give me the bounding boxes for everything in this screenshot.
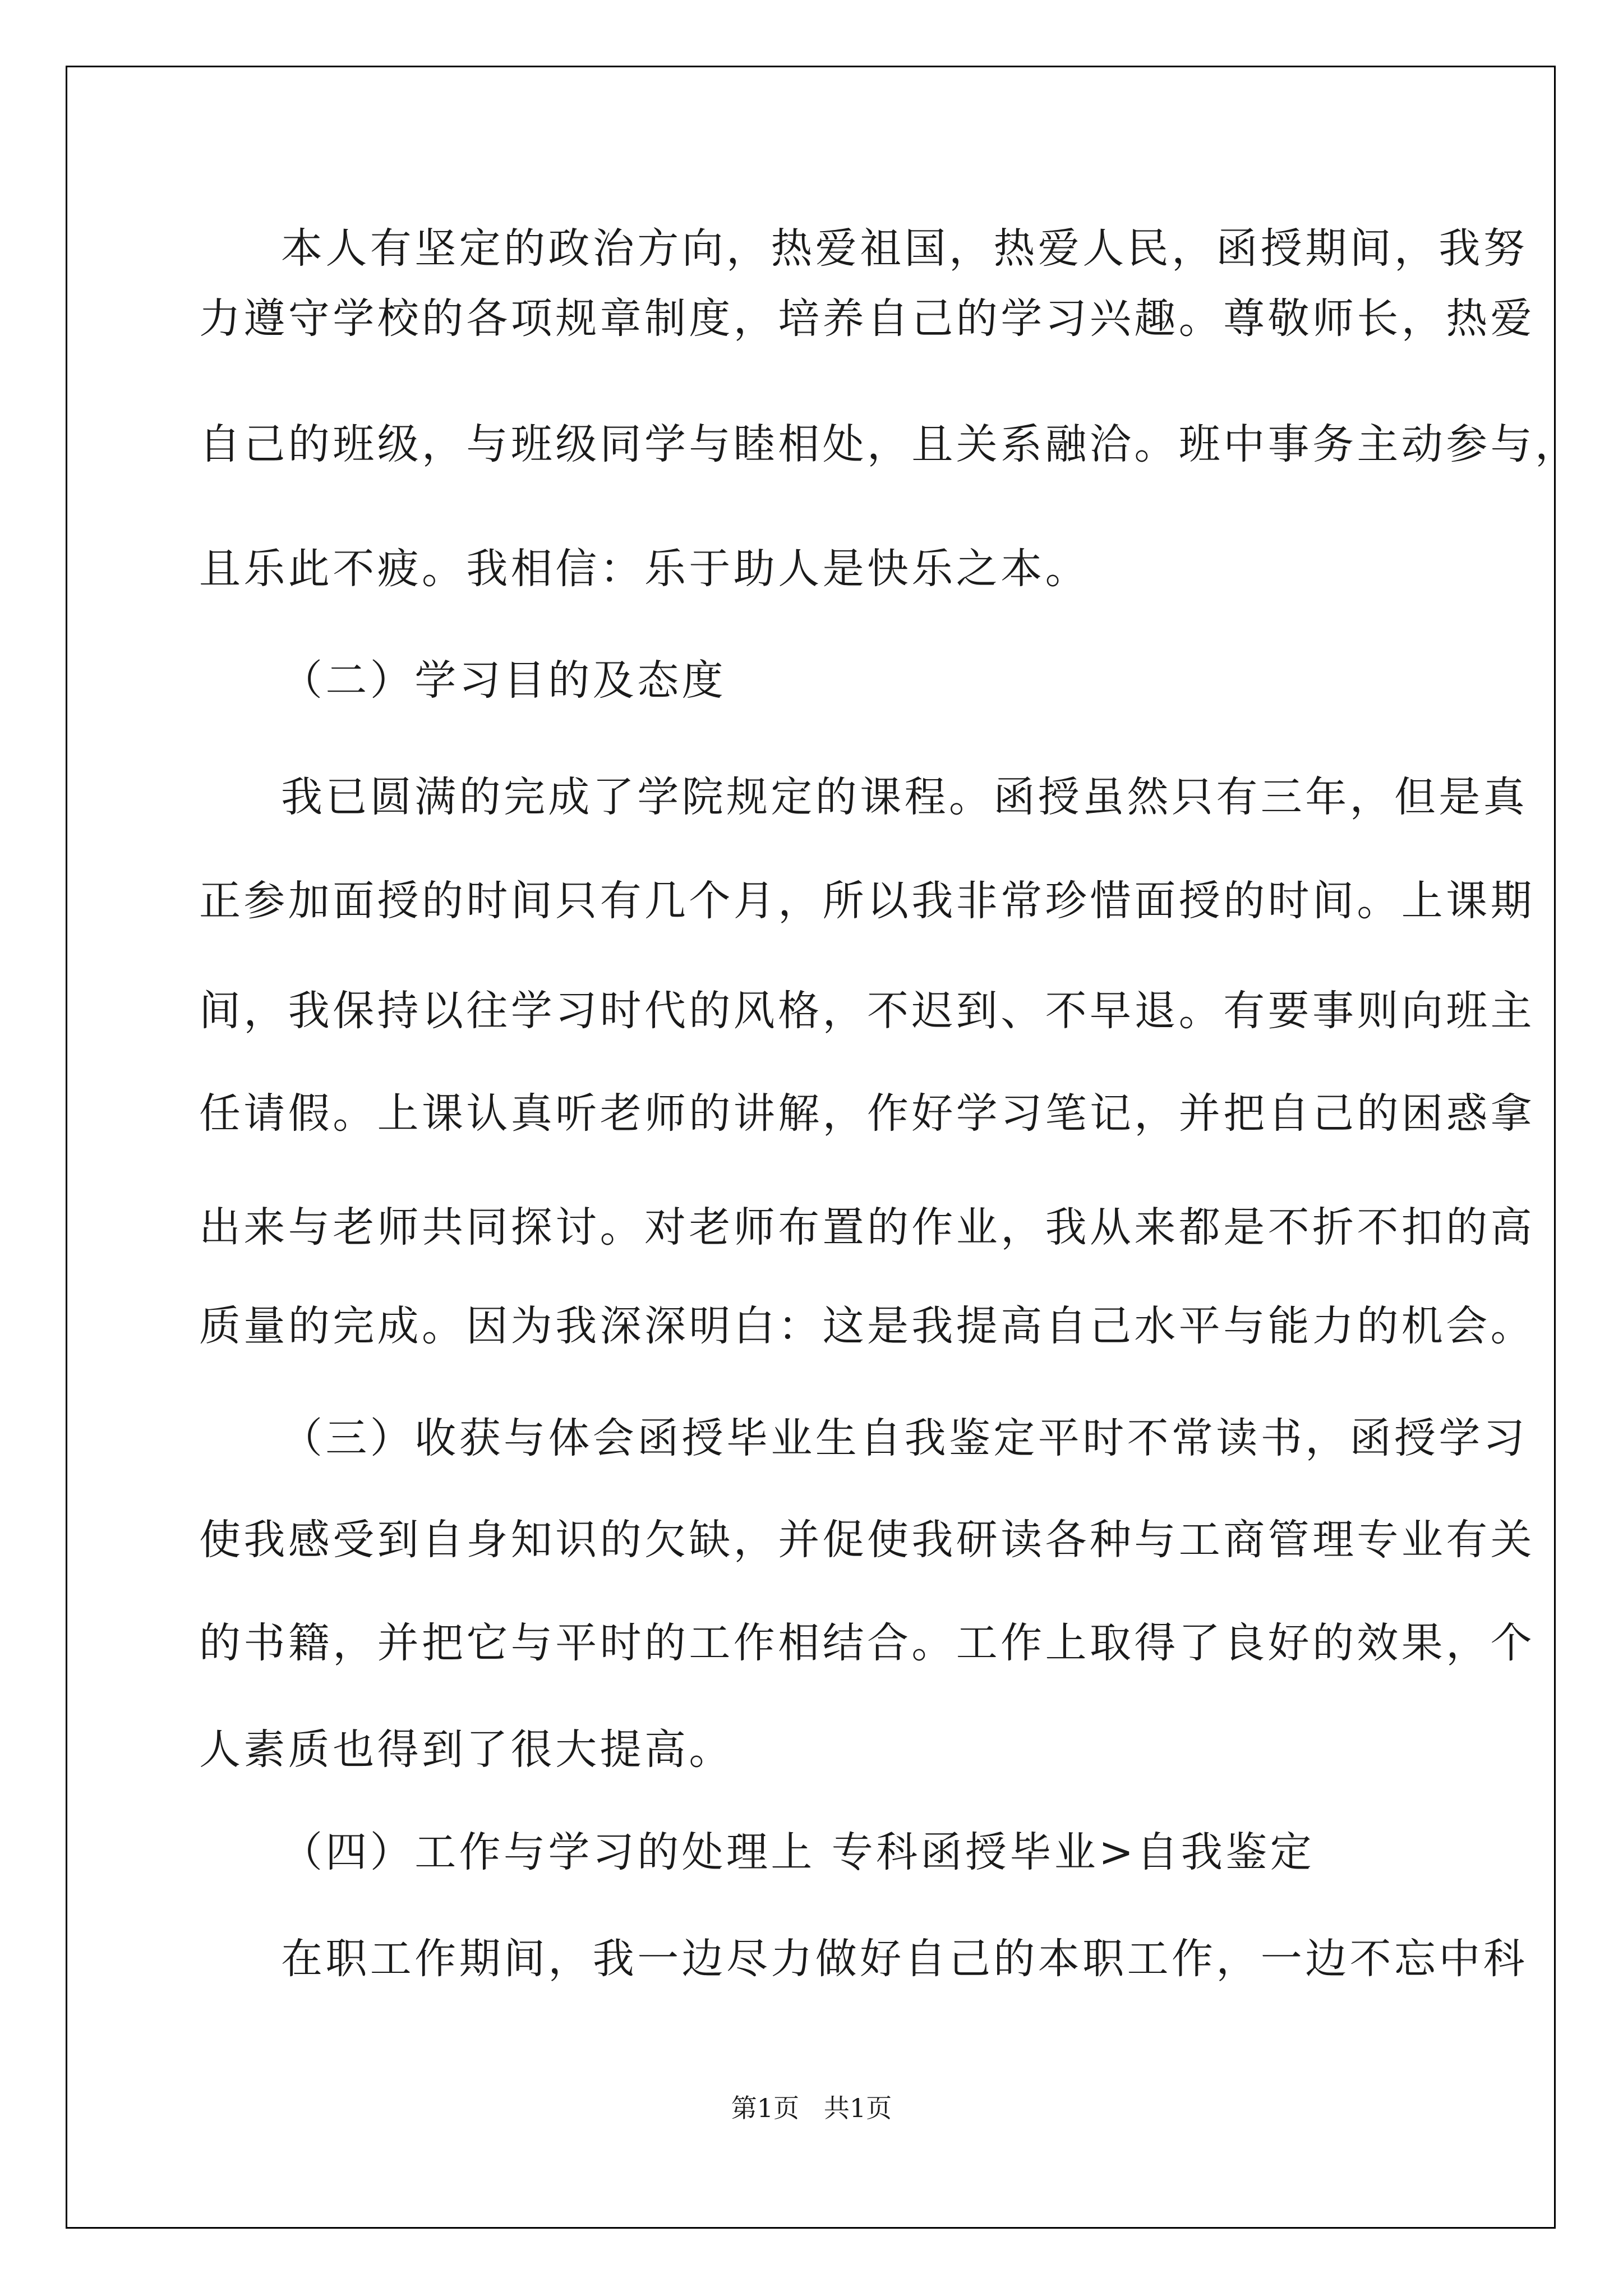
page-number-footer: 第1页 共1页 — [731, 2093, 892, 2123]
section-heading: （四）工作与学习的处理上 专科函授毕业>自我鉴定 — [281, 1828, 1315, 1876]
text-line: 本人有坚定的政治方向，热爱祖国，热爱人民，函授期间，我努 — [281, 224, 1528, 273]
text-line: 在职工作期间，我一边尽力做好自己的本职工作，一边不忘中科 — [281, 1935, 1528, 1983]
text-line: 的书籍，并把它与平时的工作相结合。工作上取得了良好的效果，个 — [199, 1619, 1535, 1667]
text-line: 出来与老师共同探讨。对老师布置的作业，我从来都是不折不扣的高 — [199, 1203, 1535, 1251]
text-line: 我已圆满的完成了学院规定的课程。函授虽然只有三年，但是真 — [281, 773, 1528, 821]
text-line: 任请假。上课认真听老师的讲解，作好学习笔记，并把自己的困惑拿 — [199, 1089, 1535, 1138]
text-line: 质量的完成。因为我深深明白：这是我提高自己水平与能力的机会。 — [199, 1302, 1535, 1350]
text-line: 人素质也得到了很大提高。 — [199, 1726, 734, 1774]
text-line: 自己的班级，与班级同学与睦相处，且关系融洽。班中事务主动参与， — [199, 420, 1580, 468]
section-heading: （三）收获与体会函授毕业生自我鉴定平时不常读书，函授学习 — [281, 1414, 1528, 1462]
text-line: 使我感受到自身知识的欠缺，并促使我研读各种与工商管理专业有关 — [199, 1516, 1535, 1564]
text-line: 间，我保持以往学习时代的风格，不迟到、不早退。有要事则向班主 — [199, 987, 1535, 1035]
section-heading: （二）学习目的及态度 — [281, 656, 726, 705]
text-line: 正参加面授的时间只有几个月，所以我非常珍惜面授的时间。上课期 — [199, 877, 1535, 925]
text-line: 力遵守学校的各项规章制度，培养自己的学习兴趣。尊敬师长，热爱 — [199, 295, 1535, 343]
text-line: 且乐此不疲。我相信：乐于助人是快乐之本。 — [199, 545, 1090, 593]
